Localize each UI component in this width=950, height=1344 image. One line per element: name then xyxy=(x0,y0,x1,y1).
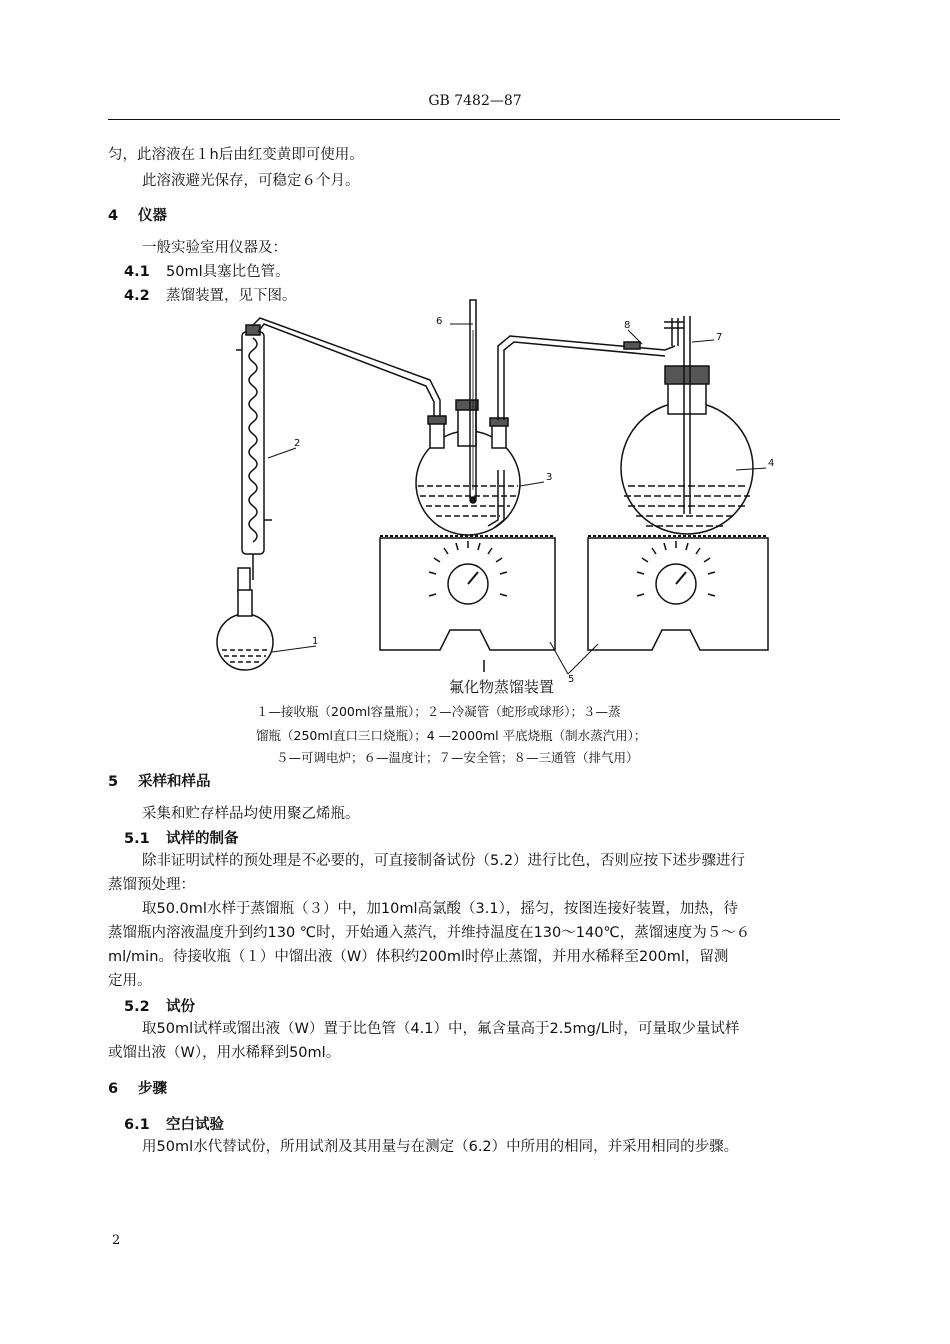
section-number: 5 xyxy=(108,774,119,790)
item-number: 4.2 xyxy=(124,288,150,304)
figure-caption: １—接收瓶（200ml容量瓶）；２—冷凝管（蛇形或球形）；３—蒸 xyxy=(256,704,621,719)
figure-label: 2 xyxy=(294,438,301,449)
subsection-number: 5.2 xyxy=(124,999,150,1015)
list-item xyxy=(124,262,290,282)
three-way-tube xyxy=(624,342,640,349)
figure-label: 1 xyxy=(312,636,319,647)
receiving-flask xyxy=(217,568,273,670)
safety-tube xyxy=(684,316,690,514)
subsection-title: 试份 xyxy=(166,999,195,1015)
section-5-heading xyxy=(108,770,211,791)
section-6-heading xyxy=(108,1077,167,1098)
subsection-title: 空白试验 xyxy=(166,1117,224,1133)
figure-title: 氟化物蒸馏装置 xyxy=(449,678,555,696)
paragraph-line: 蒸馏瓶内溶液温度升到约130 ℃时，开始通入蒸汽，并维持温度在130～140℃，蒸馏速度为５～６ xyxy=(108,925,751,941)
paragraph-line: 蒸馏预处理： xyxy=(108,877,195,893)
item-text: 50ml具塞比色管。 xyxy=(166,264,290,280)
heater-left xyxy=(380,536,555,650)
paragraph-line: 用50ml水代替试份，所用试剂及其用量与在测定（6.2）中所用的相同，并采用相同的步骤。 xyxy=(142,1139,739,1155)
figure-label: 7 xyxy=(716,332,723,343)
figure-caption: ５—可调电炉；６—温度计；７—安全管；８—三通管（排气用） xyxy=(276,750,639,765)
header-rule xyxy=(108,119,840,120)
subsection-heading xyxy=(124,1113,224,1134)
figure-label: 4 xyxy=(768,458,775,469)
paragraph-line: 定用。 xyxy=(108,973,152,989)
paragraph-line: 取50.0ml水样于蒸馏瓶（３）中，加10ml高氯酸（3.1），摇匀，按图连接好装置，加热，待 xyxy=(142,901,738,917)
text-line: 此溶液避光保存，可稳定６个月。 xyxy=(142,173,360,189)
figure-label: 3 xyxy=(546,472,553,483)
distillation-apparatus-figure xyxy=(200,290,800,690)
figure-label: 6 xyxy=(436,316,443,327)
subsection-number: 6.1 xyxy=(124,1117,150,1133)
paragraph: 一般实验室用仪器及： xyxy=(142,240,287,256)
subsection-heading xyxy=(124,827,239,848)
section-title: 采样和样品 xyxy=(138,774,211,790)
page-number: 2 xyxy=(112,1233,121,1248)
paragraph: 采集和贮存样品均使用聚乙烯瓶。 xyxy=(142,806,360,822)
section-4-heading xyxy=(108,204,167,225)
heater-right xyxy=(588,536,768,650)
item-text: 蒸馏装置，见下图。 xyxy=(166,288,297,304)
figure-label: 8 xyxy=(624,320,631,331)
paragraph-line: 取50ml试样或馏出液（W）置于比色管（4.1）中，氟含量高于2.5mg/L时，可量取少量试样 xyxy=(142,1021,740,1037)
condenser xyxy=(236,325,272,580)
page-header: GB 7482—87 xyxy=(428,93,522,109)
text-line: 匀，此溶液在１h后由红变黄即可使用。 xyxy=(108,147,364,163)
subsection-heading xyxy=(124,995,195,1016)
flat-bottom-flask xyxy=(621,366,753,534)
subsection-title: 试样的制备 xyxy=(166,831,239,847)
section-title: 仪器 xyxy=(138,208,167,224)
section-number: 4 xyxy=(108,208,119,224)
section-title: 步骤 xyxy=(138,1081,167,1097)
figure-caption: 馏瓶（250ml直口三口烧瓶）；4 —2000ml 平底烧瓶（制水蒸汽用）； xyxy=(256,728,647,743)
figure-label: 5 xyxy=(568,674,575,685)
paragraph-line: 除非证明试样的预处理是不必要的，可直接制备试份（5.2）进行比色，否则应按下述步骤进行 xyxy=(142,853,746,869)
subsection-number: 5.1 xyxy=(124,831,150,847)
section-number: 6 xyxy=(108,1081,119,1097)
paragraph-line: 或馏出液（W），用水稀释到50ml。 xyxy=(108,1045,341,1061)
item-number: 4.1 xyxy=(124,264,150,280)
vapor-tube xyxy=(252,316,443,420)
paragraph-line: ml/min。待接收瓶（１）中馏出液（W）体积约200ml时停止蒸馏，并用水稀释至200ml，留测 xyxy=(108,949,729,965)
